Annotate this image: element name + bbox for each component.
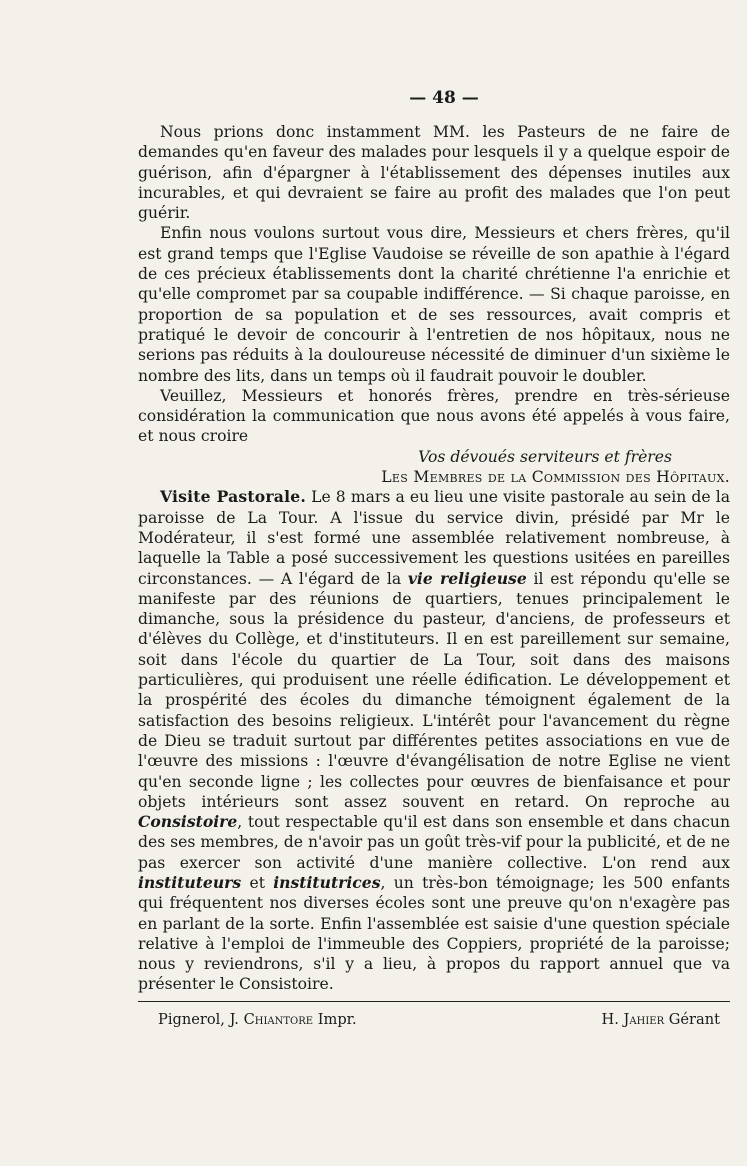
manager-imprint: H. Jahier Gérant (601, 1010, 720, 1028)
paragraph-prayer: Nous prions donc instamment MM. les Pasteurs de ne faire de demandes qu'en faveur des malades pour lesquels il y a quelque espoir de guérison, afin d'épargner à l'établissement des dépenses inutiles aux incurables, et qui devraient se faire au profit des malades que l'on peut guérir. (138, 123, 730, 223)
imprint-footer (138, 1010, 730, 1030)
emphasis-institutrices: institutrices (273, 872, 381, 892)
footer-rule (138, 1001, 730, 1002)
printer-imprint: Pignerol, J. Chiantore Impr. (158, 1010, 357, 1028)
emphasis-instituteurs: instituteurs (138, 872, 242, 892)
paragraph-appeal: Enfin nous voulons surtout vous dire, Messieurs et chers frères, qu'il est grand temps que l'Eglise Vaudoise se réveille de son apathie à l'égard de ces précieux établissements dont la charité chrétienne l'a enrichie et qu'elle compromet par sa coupable indifférence. — Si chaque paroisse, en proportion de sa population et de ses ressources, avait compris et pratiqué le devoir de concourir à l'entretien de nos hôpitaux, nous ne serions pas réduits à la douloureuse nécessité de diminuer d'un sixième le nombre des lits, dans un temps où il faudrait pouvoir le doubler. (138, 224, 730, 385)
paragraph-closing: Veuillez, Messieurs et honorés frères, prendre en très-sérieuse considération la communication que nous avons été appelés à vous faire, et nous croire (138, 386, 730, 446)
document-page (138, 88, 730, 1030)
visite-text-3: , tout respectable qu'il est dans son ensemble et dans chacun des ses membres, de n'avoir pas un goût très-vif pour la publicité, et de ne pas exercer son activité d'une manière collective. L'on rend aux (138, 813, 730, 872)
signature-organization: Les Membres de la Commission des Hôpitaux. (381, 468, 730, 487)
page-number: — 48 — (409, 88, 479, 108)
signature-block (138, 447, 730, 488)
visite-text-1: Le 8 mars a eu lieu une visite pastorale au sein de la paroisse de La Tour. A l'issue du service divin, présidé par Mr le Modérateur, il s'est formé une assemblée relativement nombreuse, à laquelle la Table a posé successivement les questions usitées en pareilles circonstances. — A l'égard de la (138, 488, 730, 588)
visite-text-4: et (241, 873, 274, 892)
paragraph-visite-pastorale (138, 487, 730, 994)
visite-text-5: , un très-bon témoignage; les 500 enfants qui fréquentent nos diverses écoles sont une preuve qu'on n'exagère pas en parlant de la sorte. Enfin l'assemblée est saisie d'une question spéciale relative à l'emploi de l'immeuble des Coppiers, propriété de la paroisse; nous y reviendrons, s'il y a lieu, à propos du rapport annuel que va présenter le Consistoire. (138, 873, 730, 994)
emphasis-consistoire: Consistoire (138, 812, 238, 832)
visite-text-2: il est répondu qu'elle se manifeste par des réunions de quartiers, tenues principalement le dimanche, sous la présidence du pasteur, d'anciens, de professeurs et d'élèves du Collège, et d'instituteurs. Il en est pareillement sur semaine, soit dans l'école du quartier de La Tour, soit dans des maisons particulières, qui produisent une réelle édification. Le développement et la prospérité des écoles du dimanche témoignent également de la satisfaction des besoins religieux. L'intérêt pour l'avancement du règne de Dieu se traduit surtout par différentes petites associations en vue de l'œuvre des missions : l'œuvre d'évangélisation de notre Eglise ne vient qu'en seconde ligne ; les collectes pour œuvres de bienfaisance et pour objets intérieurs sont assez souvent en retard. On reproche au (138, 569, 730, 811)
section-heading: Visite Pastorale. (160, 487, 306, 507)
emphasis-vie-religieuse: vie religieuse (407, 568, 527, 588)
signature-phrase: Vos dévoués serviteurs et frères (418, 447, 672, 466)
